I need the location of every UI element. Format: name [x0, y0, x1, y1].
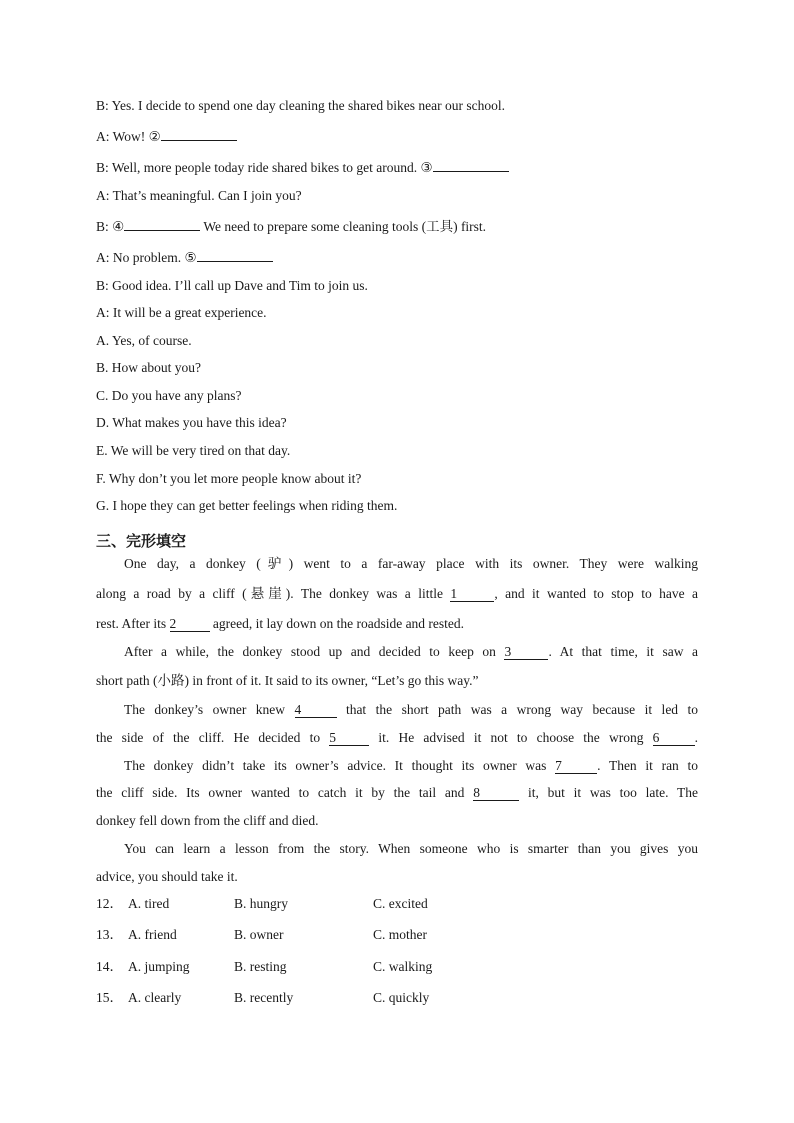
- choice-a[interactable]: A. clearly: [128, 990, 182, 1005]
- cloze-blank-3[interactable]: 3: [504, 645, 548, 660]
- passage-text: agreed, it lay down on the roadside and rested.: [209, 616, 465, 631]
- passage-text: along a road by a cliff (悬崖). The donkey was a little: [96, 586, 451, 601]
- answer-blank-4[interactable]: [124, 216, 200, 231]
- choice-a[interactable]: A. tired: [128, 896, 170, 911]
- choice-b[interactable]: B. owner: [234, 927, 284, 942]
- passage-line: [124, 643, 698, 661]
- question-number: 12．: [96, 896, 123, 911]
- passage-line: [124, 555, 698, 573]
- dialogue-option: B. How about you?: [96, 360, 201, 375]
- passage-line: [96, 615, 698, 633]
- passage-line: [96, 812, 698, 830]
- dialogue-line: [96, 97, 505, 115]
- dialogue-text: We need to prepare some cleaning tools (工具) first.: [200, 219, 487, 234]
- answer-blank-2[interactable]: [161, 126, 237, 141]
- dialogue-option: C. Do you have any plans?: [96, 388, 242, 403]
- choice-b[interactable]: B. hungry: [234, 896, 288, 911]
- dialogue-line: [96, 187, 302, 205]
- passage-text: it. He advised it not to choose the wrong: [369, 730, 653, 745]
- passage-text: advice, you should take it.: [96, 869, 238, 884]
- passage-text: You can learn a lesson from the story. When someone who is smarter than you gives you: [124, 841, 698, 856]
- passage-line: [124, 701, 698, 719]
- choice-c[interactable]: C. mother: [373, 927, 427, 942]
- cloze-blank-7[interactable]: 7: [555, 759, 597, 774]
- dialogue-text: B: ④: [96, 219, 125, 234]
- cloze-blank-1[interactable]: 1: [450, 587, 494, 602]
- cloze-blank-4[interactable]: 4: [295, 703, 337, 718]
- choice-b[interactable]: B. resting: [234, 959, 287, 974]
- dialogue-line: [96, 126, 237, 146]
- passage-text: the side of the cliff. He decided to: [96, 730, 330, 745]
- answer-blank-3[interactable]: [433, 157, 509, 172]
- answer-blank-5[interactable]: [197, 247, 273, 262]
- dialogue-option: A. Yes, of course.: [96, 333, 192, 348]
- dialogue-text: A: That’s meaningful. Can I join you?: [96, 188, 302, 203]
- passage-line: [96, 868, 698, 886]
- passage-text: .: [694, 730, 698, 745]
- passage-text: The donkey didn’t take its owner’s advice. It thought its owner was: [124, 758, 556, 773]
- passage-text: , and it wanted to stop to have a: [494, 586, 698, 601]
- passage-text: After a while, the donkey stood up and decided to keep on: [124, 644, 505, 659]
- dialogue-line: [96, 216, 486, 236]
- passage-line: [124, 840, 698, 858]
- passage-text: The donkey’s owner knew: [124, 702, 295, 717]
- dialogue-text: B: Well, more people today ride shared bikes to get around. ③: [96, 160, 433, 175]
- passage-text: short path (小路) in front of it. It said to its owner, “Let’s go this way.”: [96, 673, 479, 688]
- passage-line: [96, 729, 698, 747]
- choice-a[interactable]: A. jumping: [128, 959, 190, 974]
- cloze-blank-2[interactable]: 2: [170, 617, 210, 632]
- dialogue-text: B: Good idea. I’ll call up Dave and Tim to join us.: [96, 278, 368, 293]
- dialogue-text: A: No problem. ⑤: [96, 250, 197, 265]
- dialogue-text: B: Yes. I decide to spend one day cleaning the shared bikes near our school.: [96, 98, 506, 113]
- dialogue-option: A: It will be a great experience.: [96, 305, 267, 320]
- passage-line: [124, 757, 698, 775]
- choice-c[interactable]: C. walking: [373, 959, 433, 974]
- passage-text: that the short path was a wrong way because it led to: [336, 702, 698, 717]
- dialogue-line: [96, 157, 509, 177]
- passage-text: it, but it was too late. The: [519, 785, 698, 800]
- question-number: 13．: [96, 927, 123, 942]
- passage-text: rest. After its: [96, 616, 170, 631]
- question-number: 15．: [96, 990, 123, 1005]
- dialogue-text: A: Wow! ②: [96, 129, 161, 144]
- dialogue-option: F. Why don’t you let more people know about it?: [96, 471, 362, 486]
- dialogue-option: G. I hope they can get better feelings when riding them.: [96, 498, 398, 513]
- choice-c[interactable]: C. quickly: [373, 990, 430, 1005]
- cloze-blank-5[interactable]: 5: [329, 731, 369, 746]
- question-number: 14．: [96, 959, 123, 974]
- cloze-blank-6[interactable]: 6: [653, 731, 695, 746]
- cloze-blank-8[interactable]: 8: [473, 786, 519, 801]
- choice-b[interactable]: B. recently: [234, 990, 294, 1005]
- passage-text: the cliff side. Its owner wanted to catch it by the tail and: [96, 785, 474, 800]
- choice-a[interactable]: A. friend: [128, 927, 177, 942]
- passage-text: . Then it ran to: [597, 758, 699, 773]
- dialogue-option: D. What makes you have this idea?: [96, 415, 287, 430]
- passage-line: [96, 585, 698, 603]
- passage-line: [96, 672, 698, 690]
- dialogue-line: [96, 247, 273, 267]
- dialogue-option: E. We will be very tired on that day.: [96, 443, 291, 458]
- passage-text: One day, a donkey (驴) went to a far-away place with its owner. They were walking: [124, 556, 698, 571]
- passage-line: [96, 784, 698, 802]
- passage-text: donkey fell down from the cliff and died.: [96, 813, 319, 828]
- section-heading: 三、完形填空: [96, 532, 187, 550]
- choice-c[interactable]: C. excited: [373, 896, 428, 911]
- dialogue-line: [96, 277, 368, 295]
- passage-text: . At that time, it saw a: [548, 644, 698, 659]
